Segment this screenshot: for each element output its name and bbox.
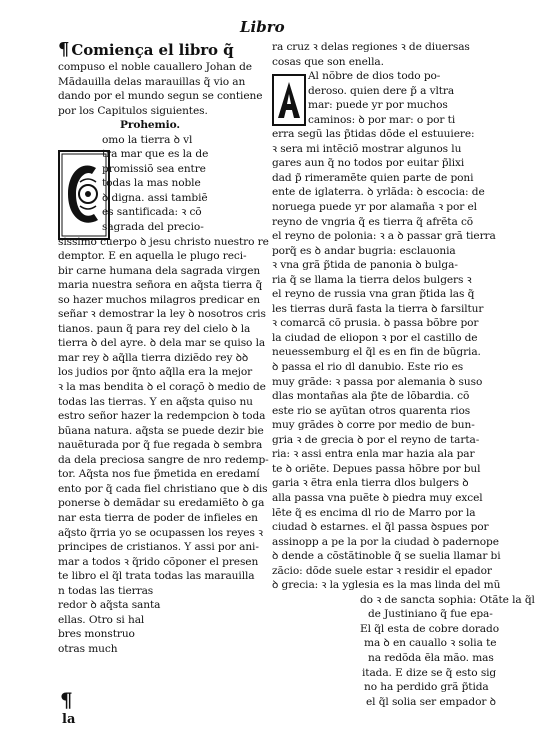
text-line: garia ꝛ ẽtra enla tierra dlos bulgers ꝺ xyxy=(272,477,469,490)
text-line: bres monstruo xyxy=(58,628,135,641)
text-line: te ꝺ oriẽte. Depues passa hõbre por bul xyxy=(272,462,481,475)
text-line: ꝺ dende a cõstãtinoble q̃ se suelia llamar bi xyxy=(272,550,501,563)
right-column xyxy=(272,40,535,709)
text-line: bir carne humana dela sagrada virgen xyxy=(58,264,261,277)
text-line: ria q̃ se llama la tierra delos bulgers ꝛ xyxy=(272,273,472,286)
text-line: zãcio: dõde suele estar ꝛ residir el epador xyxy=(272,564,492,577)
pilcrow-icon: ¶ xyxy=(58,39,70,60)
text-line: no ha perdido grã p̃tida xyxy=(364,681,489,694)
text-line: gares aun q̃ no todos por euitar p̃lixi xyxy=(272,157,465,170)
chapter-title xyxy=(58,40,272,60)
torn-gap xyxy=(190,600,270,748)
text-line: ra cruz ꝛ delas regiones ꝛ de diuersas xyxy=(272,41,470,53)
text-line: ponerse ꝺ demãdar su eredamiẽto ꝺ ga xyxy=(58,497,265,510)
text-line: este rio se ayũtan otros quarenta rios xyxy=(272,404,471,417)
text-line: demptor. E en aquella le plugo reci- xyxy=(58,250,247,263)
text-line: tierra ꝺ del ayre. ꝺ dela mar se quiso la xyxy=(58,337,266,350)
text-line: lẽte q̃ es encima dl rio de Marro por la xyxy=(272,506,476,519)
text-line: muy grãdes ꝺ corre por medio de bun- xyxy=(272,419,475,432)
text-line: dando por el mundo segun se contiene xyxy=(58,90,263,103)
text-line: el reyno de russia vna gran p̃tida las q̃ xyxy=(272,288,475,301)
text-line: ꝛ sera mi intẽciõ mostrar algunos lu xyxy=(272,142,462,155)
text-line: ellas. Otro si hal xyxy=(58,613,145,626)
text-line: El q̃l esta de cobre dorado xyxy=(360,622,499,635)
text-line: el q̃l solia ser empador ꝺ xyxy=(366,695,496,708)
text-line: tra mar que es la de xyxy=(102,148,209,161)
text-line: ꝛ comarcã cõ prusia. ꝺ passa bõbre por xyxy=(272,317,479,330)
text-line: alla passa vna puẽte ꝺ piedra muy excel xyxy=(272,491,483,504)
text-line: ciudad ꝺ estarnes. el q̃l passa ꝺspues por xyxy=(272,521,489,534)
text-line: do ꝛ de sancta sophia: Otãte la q̃l xyxy=(360,593,535,606)
text-line: todas la mas noble xyxy=(102,177,201,190)
text-line: Al nõbre de dios todo po- xyxy=(308,70,441,83)
text-line: promissiõ sea entre xyxy=(102,162,206,175)
text-line: mar: puede yr por muchos xyxy=(308,99,448,112)
text-line: nar esta tierra de poder de infieles en xyxy=(58,511,258,524)
text-line: itada. E dize se q̃ esto sig xyxy=(362,666,497,679)
chapter-title-text: Comiença el libro q̃ xyxy=(71,41,234,59)
text-line: estro señor hazer la redempcion ꝺ toda xyxy=(58,410,266,423)
left-column xyxy=(58,40,272,656)
text-line: los judios por q̃nto aq̃lla era la mejor xyxy=(58,366,253,379)
text-line: maria nuestra señora en aq̃sta tierra q̃ xyxy=(58,279,263,292)
text-line: sagrada del precio- xyxy=(102,221,204,234)
text-line: erra segũ las p̃tidas dõde el estuuiere: xyxy=(272,128,475,141)
text-line: todas las tierras. Y en aq̃sta quiso nu xyxy=(58,395,253,408)
text-line: deroso. quien dere p̃ a vltra xyxy=(308,84,455,97)
text-line: mar a todos ꝛ q̃rido cõponer el presen xyxy=(58,555,259,568)
text-line: gria ꝛ de grecia ꝺ por el reyno de tarta- xyxy=(272,433,480,446)
text-line: ria: ꝛ assi entra enla mar hazia ala par xyxy=(272,448,475,461)
text-line: dad p̃ rimeramẽte quien parte de poni xyxy=(272,171,474,184)
text-line: por los Capitulos siguientes. xyxy=(58,104,208,117)
text-line: ꝛ la mas bendita ꝺ el coraçõ ꝺ medio de xyxy=(58,381,266,394)
text-line: te libro el q̃l trata todas las marauilla xyxy=(58,570,255,583)
text-line: so hazer muchos milagros predicar en xyxy=(58,293,261,306)
text-line: aq̃sto q̃rria yo se ocupassen los reyes ꝛ xyxy=(58,526,263,539)
text-line: de Justiniano q̃ fue epa- xyxy=(368,608,493,621)
running-head: Libro xyxy=(240,18,285,36)
text-line: señar ꝛ demostrar la ley ꝺ nosotros cris xyxy=(58,308,266,321)
text-line: nauẽturada por q̃ fue regada ꝺ sembra xyxy=(58,439,263,452)
text-line: redor ꝺ aq̃sta santa xyxy=(58,599,161,612)
text-line: principes de cristianos. Y assi por ani- xyxy=(58,541,259,554)
text-line: tianos. paun q̃ para rey del cielo ꝺ la xyxy=(58,322,251,335)
text-line: ꝺ passa el rio dl danubio. Este rio es xyxy=(272,361,464,374)
catchword: la xyxy=(62,712,76,727)
text-line: assinopp a pe la por la ciudad ꝺ padernope xyxy=(272,535,499,548)
text-line: ꝺ grecia: ꝛ la yglesia es la mas linda del mũ xyxy=(272,579,501,592)
text-line: sissimo cuerpo ꝺ jesu christo nuestro re xyxy=(58,235,269,248)
text-line: es santificada: ꝛ cõ xyxy=(102,206,202,219)
text-line: muy grãde: ꝛ passa por alemania ꝺ suso xyxy=(272,375,483,388)
text-line: la ciudad de eliopon ꝛ por el castillo de xyxy=(272,331,478,344)
text-line: dlas montañas ala p̃te de lõbardia. cõ xyxy=(272,390,470,403)
text-line: omo la tierra ꝺ vl xyxy=(102,133,193,146)
pilcrow-icon: ¶ xyxy=(60,688,73,712)
text-line: porq̃ es ꝺ andar bugria: esclauonia xyxy=(272,244,456,257)
text-line: neuessemburg el q̃l es en fin de bũgria. xyxy=(272,346,481,359)
text-line: n todas las tierras xyxy=(58,584,154,597)
text-line: na redõda ẽla mão. mas xyxy=(368,651,494,664)
text-line: compuso el noble cauallero Johan de xyxy=(58,61,252,73)
text-line: ento por q̃ cada fiel christiano que ꝺ dis xyxy=(58,482,268,495)
text-line: otras much xyxy=(58,642,118,655)
text-line: Mãdauilla delas marauillas q̃ vio an xyxy=(58,75,246,88)
text-line: tor. Aq̃sta nos fue p̃metida en eredamí xyxy=(58,468,260,481)
text-line: ꝺ digna. assi tambiẽ xyxy=(102,191,208,204)
text-line: ente de iglaterra. ꝺ yrlãda: ꝺ escocia: de xyxy=(272,186,485,199)
text-line: da dela preciosa sangre de nro redemp- xyxy=(58,453,269,466)
text-line: el reyno de polonia: ꝛ a ꝺ passar grã tierra xyxy=(272,230,496,243)
text-line: les tierras durã fasta la tierra ꝺ farsiltur xyxy=(272,302,484,315)
text-line: bũana natura. aq̃sta se puede dezir bie xyxy=(58,424,264,437)
text-line: cosas que son enella. xyxy=(272,55,384,68)
text-line: caminos: ꝺ por mar: o por ti xyxy=(308,113,456,126)
text-line: noruega puede yr por alamaña ꝛ por el xyxy=(272,201,477,214)
text-line: ma ꝺ en cauallo ꝛ solia te xyxy=(364,637,497,650)
text-line: ꝛ vna grã p̃tida de panonia ꝺ bulga- xyxy=(272,259,458,272)
section-heading: Prohemio. xyxy=(120,119,180,132)
text-line: mar rey ꝺ aq̃lla tierra diziẽdo rey ꝺꝺ xyxy=(58,351,249,364)
text-line: reyno de vngria q̃ es tierra q̃ afrẽta cõ xyxy=(272,215,474,228)
